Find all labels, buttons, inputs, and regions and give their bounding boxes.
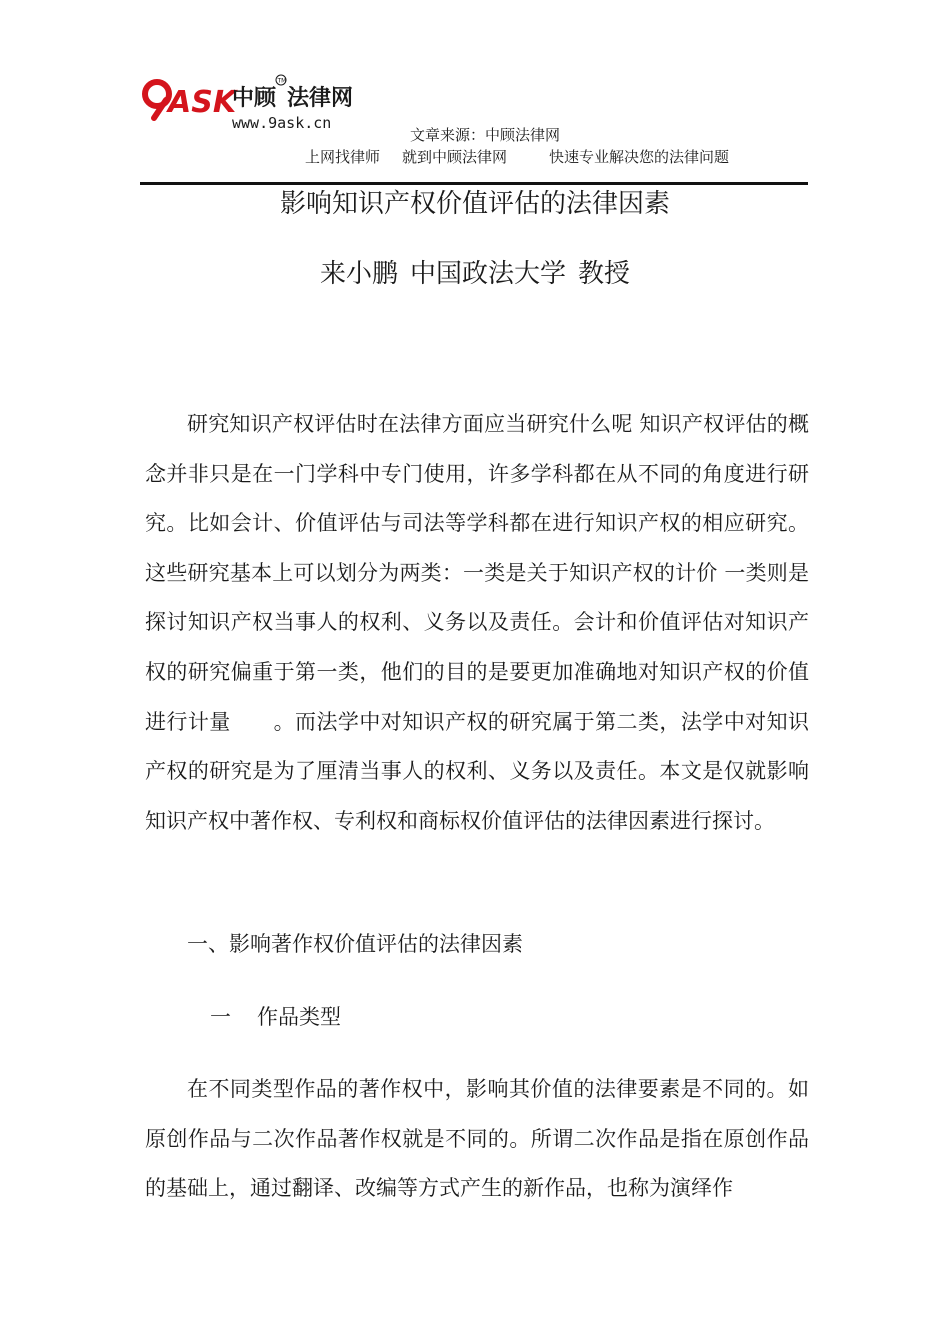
logo-trademark: TM xyxy=(277,77,287,85)
subsection-label: 作品类型 xyxy=(257,1005,341,1029)
article-source: 文章来源：中顾法律网 xyxy=(410,126,561,144)
slogan-part-3: 快速专业解决您的法律问题 xyxy=(549,148,730,166)
paragraph-work-types: 在不同类型作品的著作权中，影响其价值的法律要素是不同的。如原创作品与二次作品著作权就是不同的。所谓二次作品是指在原创作品的基础上，通过翻译、改编等方式产生的新作品，也称为演绎作 xyxy=(145,1077,809,1201)
logo-brand-name: 中顾 xyxy=(232,86,277,111)
logo-brand-mark: ASK xyxy=(168,85,237,120)
subsection-number: 一 xyxy=(210,1005,231,1029)
header-divider xyxy=(140,182,808,185)
author-name: 来小鹏 xyxy=(319,259,398,289)
logo-graphic xyxy=(140,72,370,134)
logo-url: www.9ask.cn xyxy=(232,114,332,132)
subsection-heading xyxy=(210,1001,341,1033)
slogan-part-1: 上网找律师 xyxy=(305,148,381,166)
section-heading: 一、影响著作权价值评估的法律因素 xyxy=(187,932,523,956)
slogan-part-2: 就到中顾法律网 xyxy=(402,148,508,166)
author-title: 教授 xyxy=(578,259,631,289)
logo-brand-name-2: 法律网 xyxy=(287,86,354,111)
site-logo[interactable] xyxy=(140,72,370,134)
article-author xyxy=(0,256,950,292)
slogan xyxy=(305,147,729,167)
paragraph-intro: 研究知识产权评估时在法律方面应当研究什么呢 知识产权评估的概念并非只是在一门学科中专门使用，许多学科都在从不同的角度进行研究。比如会计、价值评估与司法等学科都在进行知识产权的相应研究。这些研究基本上可以划分为两类：一类是关于知识产权的计价 一类则是探讨知识产权当事人的权利、义务以及责任。会计和价值评估对知识产权的研究偏重于第一类，他们的目的是要更加准确地对知识产权的价值进行计量 。而法学中对知识产权的研究属于第二类，法学中对知识产权的研究是为了厘清当事人的权利、义务以及责任。本文是仅就影响知识产权中著作权、专利权和商标权价值评估的法律因素进行探讨。 xyxy=(145,412,809,833)
author-affiliation: 中国政法大学 xyxy=(409,259,566,289)
article-title: 影响知识产权价值评估的法律因素 xyxy=(279,189,670,219)
